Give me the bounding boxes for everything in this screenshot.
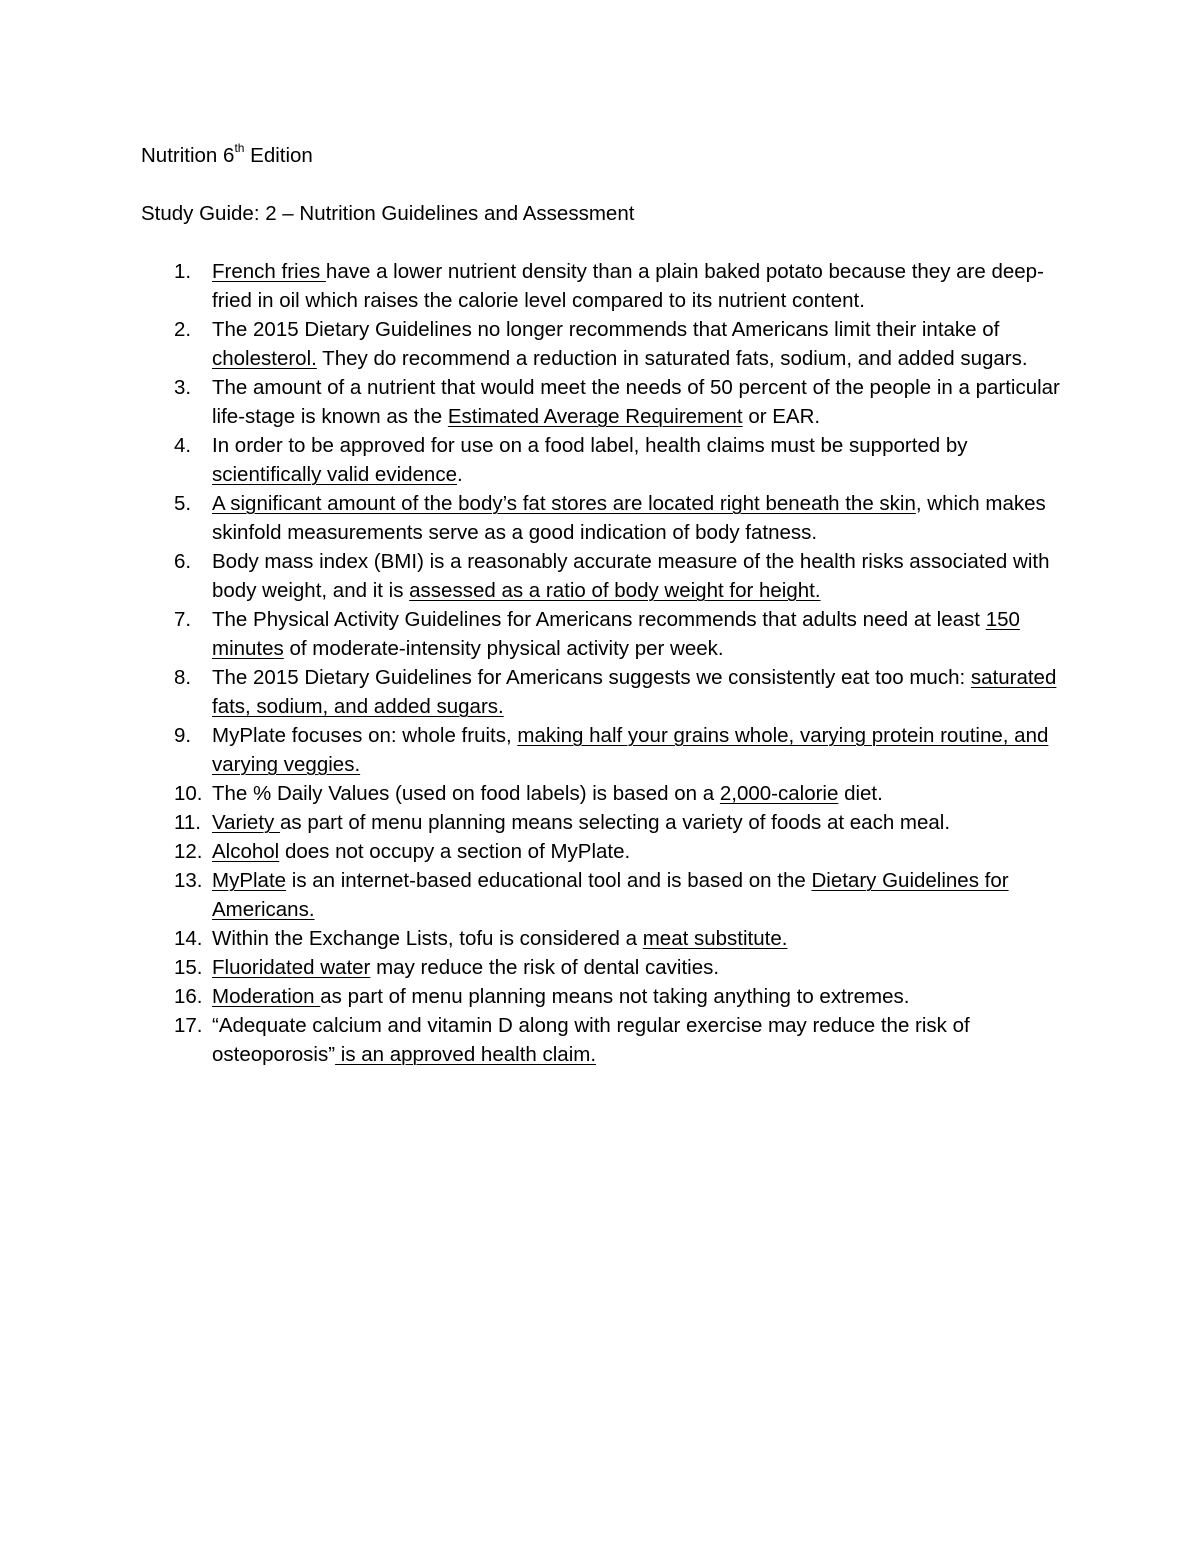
underlined-answer: French fries: [212, 260, 326, 283]
list-item: [141, 779, 1071, 808]
list-item-number: 13.: [174, 869, 203, 892]
underlined-answer: meat substitute.: [642, 927, 788, 950]
title-prefix: Nutrition 6: [141, 144, 235, 167]
statement-text: or EAR.: [742, 405, 821, 428]
statement-text: The % Daily Values (used on food labels) is based on a: [212, 782, 720, 805]
study-guide-list: [141, 257, 1071, 1069]
list-item-number: 11.: [174, 811, 201, 834]
list-item-number: 3.: [174, 376, 192, 399]
list-item-number: 4.: [174, 434, 192, 457]
list-item: [141, 924, 1071, 953]
statement-text: Body mass index (BMI) is a reasonably accurate measure of the health risks associated with body weight, and it is: [212, 550, 1050, 602]
statement-text: They do recommend a reduction in saturated fats, sodium, and added sugars.: [316, 347, 1028, 370]
underlined-answer: Fluoridated water: [212, 956, 371, 979]
list-item: [141, 547, 1071, 605]
statement-text: of moderate-intensity physical activity per week.: [283, 637, 724, 660]
list-item: [141, 808, 1071, 837]
document-title: [141, 141, 1071, 170]
underlined-answer: saturated fats, sodium, and added sugars.: [212, 666, 1057, 718]
list-item: [141, 953, 1071, 982]
underlined-answer: MyPlate: [212, 869, 287, 892]
list-item: [141, 1011, 1071, 1069]
underlined-answer: Variety: [212, 811, 280, 834]
statement-text: MyPlate focuses on: whole fruits,: [212, 724, 518, 747]
underlined-answer: scientifically valid evidence: [212, 463, 457, 486]
underlined-answer: Estimated Average Requirement: [447, 405, 743, 428]
statement-text: The amount of a nutrient that would meet the needs of 50 percent of the people in a particular life-stage is known as the: [212, 376, 1060, 428]
statement-text: does not occupy a section of MyPlate.: [279, 840, 631, 863]
list-item: [141, 837, 1071, 866]
statement-text: as part of menu planning means not taking anything to extremes.: [320, 985, 910, 1008]
title-suffix: Edition: [244, 144, 313, 167]
list-item: [141, 489, 1071, 547]
statement-text: .: [456, 463, 463, 486]
list-item: [141, 315, 1071, 373]
statement-text: is an internet-based educational tool and is based on the: [286, 869, 812, 892]
document-body: [141, 141, 1071, 1069]
list-item: [141, 866, 1071, 924]
underlined-answer: 150 minutes: [212, 608, 1020, 660]
list-item: [141, 721, 1071, 779]
list-item: [141, 605, 1071, 663]
statement-text: may reduce the risk of dental cavities.: [370, 956, 720, 979]
list-item: [141, 431, 1071, 489]
list-item: [141, 373, 1071, 431]
list-item-number: 2.: [174, 318, 192, 341]
list-item-number: 10.: [174, 782, 203, 805]
underlined-answer: A significant amount of the body’s fat stores are located right beneath the skin: [212, 492, 916, 515]
list-item-number: 17.: [174, 1014, 203, 1037]
list-item-number: 5.: [174, 492, 192, 515]
statement-text: , which makes skinfold measurements serve as a good indication of body fatness.: [212, 492, 1046, 544]
list-item-number: 15.: [174, 956, 203, 979]
study-guide-subtitle: Study Guide: 2 – Nutrition Guidelines and Assessment: [141, 202, 635, 225]
statement-text: In order to be approved for use on a food label, health claims must be supported by: [212, 434, 968, 457]
list-item: [141, 663, 1071, 721]
statement-text: “Adequate calcium and vitamin D along with regular exercise may reduce the risk of osteoporosis”: [212, 1014, 970, 1066]
statement-text: Within the Exchange Lists, tofu is considered a: [212, 927, 643, 950]
underlined-answer: assessed as a ratio of body weight for height.: [409, 579, 821, 602]
underlined-answer: 2,000-calorie: [719, 782, 839, 805]
statement-text: The 2015 Dietary Guidelines no longer recommends that Americans limit their intake of: [212, 318, 1000, 341]
list-item-number: 8.: [174, 666, 192, 689]
list-item-number: 14.: [174, 927, 203, 950]
underlined-answer: Moderation: [212, 985, 321, 1008]
list-item: [141, 257, 1071, 315]
title-superscript: th: [234, 141, 245, 156]
list-item-number: 9.: [174, 724, 192, 747]
list-item-number: 6.: [174, 550, 192, 573]
list-item: [141, 982, 1071, 1011]
list-item-number: 16.: [174, 985, 203, 1008]
underlined-answer: is an approved health claim.: [335, 1043, 597, 1066]
statement-text: have a lower nutrient density than a plain baked potato because they are deep-fried in oil which raises the calorie level compared to its nutrient content.: [212, 260, 1044, 312]
underlined-answer: Alcohol: [212, 840, 280, 863]
statement-text: The 2015 Dietary Guidelines for Americans suggests we consistently eat too much:: [212, 666, 971, 689]
list-item-number: 12.: [174, 840, 203, 863]
statement-text: as part of menu planning means selecting a variety of foods at each meal.: [279, 811, 951, 834]
underlined-answer: Dietary Guidelines for Americans.: [212, 869, 1009, 921]
statement-text: The Physical Activity Guidelines for Americans recommends that adults need at least: [212, 608, 986, 631]
underlined-answer: making half your grains whole, varying protein routine, and varying veggies.: [212, 724, 1049, 776]
statement-text: diet.: [838, 782, 883, 805]
underlined-answer: cholesterol.: [212, 347, 317, 370]
list-item-number: 7.: [174, 608, 192, 631]
list-item-number: 1.: [174, 260, 192, 283]
